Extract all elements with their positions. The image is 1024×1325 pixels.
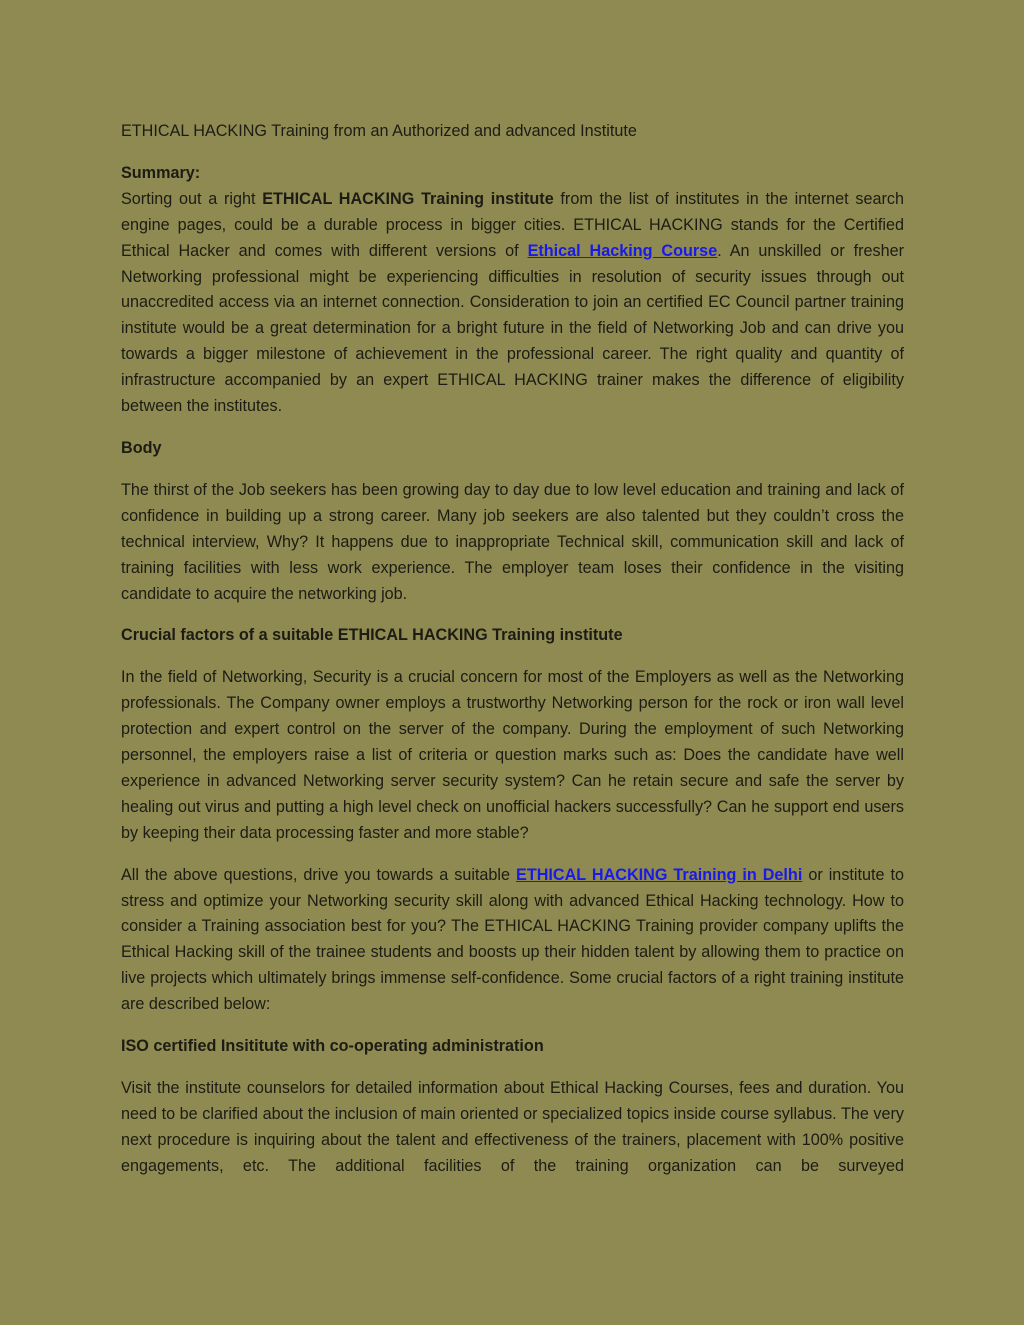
summary-paragraph (121, 187, 904, 420)
ethical-hacking-training-delhi-link[interactable]: ETHICAL HACKING Training in Delhi (516, 865, 803, 884)
iso-paragraph: Visit the institute counselors for detailed information about Ethical Hacking Courses, fees and duration. You need to be clarified about the inclusion of main oriented or specialized topics inside course syllabus. The very next procedure is inquiring about the talent and effectiveness of the trainers, placement with 100% positive engagements, etc. The additional facilities of the training organization can be surveyed (121, 1079, 904, 1175)
summary-heading: Summary: (121, 163, 201, 182)
document-title: ETHICAL HACKING Training from an Authorized and advanced Institute (121, 122, 637, 140)
questions-text-start: All the above questions, drive you towards a suitable (121, 865, 517, 884)
summary-text-end: . An unskilled or fresher Networking professional might be experiencing difficulties in resolution of security issues through out unaccredited access via an internet connection. Consideration to join an certified EC Council partner training institute would be a great determination for a bright future in the field of Networking Job and can drive you towards a bigger milestone of achievement in the professional career. The right quality and quantity of infrastructure accompanied by an expert ETHICAL HACKING trainer makes the difference of eligibility between the institutes. (121, 241, 904, 416)
summary-text-start: Sorting out a right (121, 189, 263, 208)
summary-bold-phrase: ETHICAL HACKING Training institute (262, 189, 554, 208)
body-paragraph: The thirst of the Job seekers has been growing day to day due to low level education and training and lack of confidence in building up a strong career. Many job seekers are also talented but they couldn’t cross the technical interview, Why? It happens due to inappropriate Technical skill, communication skill and lack of training facilities with less work experience. The employer team loses their confidence in the visiting candidate to acquire the networking job. (121, 480, 904, 603)
crucial-factors-heading: Crucial factors of a suitable ETHICAL HACKING Training institute (121, 626, 623, 645)
body-heading: Body (121, 438, 162, 457)
crucial-factors-paragraph: In the field of Networking, Security is a crucial concern for most of the Employers as well as the Networking professionals. The Company owner employs a trustworthy Networking person for the rock or iron wall level protection and expert control on the server of the company. During the employment of such Networking personnel, the employers raise a list of criteria or question marks such as: Does the candidate have well experience in advanced Networking server security system? Can he retain secure and safe the server by healing out virus and putting a high level check on unofficial hackers successfully? Can he support end users by keeping their data processing faster and more stable? (121, 668, 904, 842)
document-page (121, 119, 904, 1196)
questions-text-end: or institute to stress and optimize your Networking security skill along with advanced Ethical Hacking technology. How to consider a Training association best for you? The ETHICAL HACKING Training provider company uplifts the Ethical Hacking skill of the trainee students and boosts up their hidden talent by allowing them to practice on live projects which ultimately brings immense self-confidence. Some crucial factors of a right training institute are described below: (121, 865, 904, 1014)
questions-paragraph (121, 863, 904, 1018)
summary-text-middle: from the list of institutes in the internet search engine pages, could be a durable process in bigger cities. ETHICAL HACKING stands for the Certified Ethical Hacker and comes with different versions of (121, 189, 904, 260)
ethical-hacking-course-link[interactable]: Ethical Hacking Course (527, 241, 718, 260)
iso-heading: ISO certified Insititute with co-operating administration (121, 1037, 544, 1056)
